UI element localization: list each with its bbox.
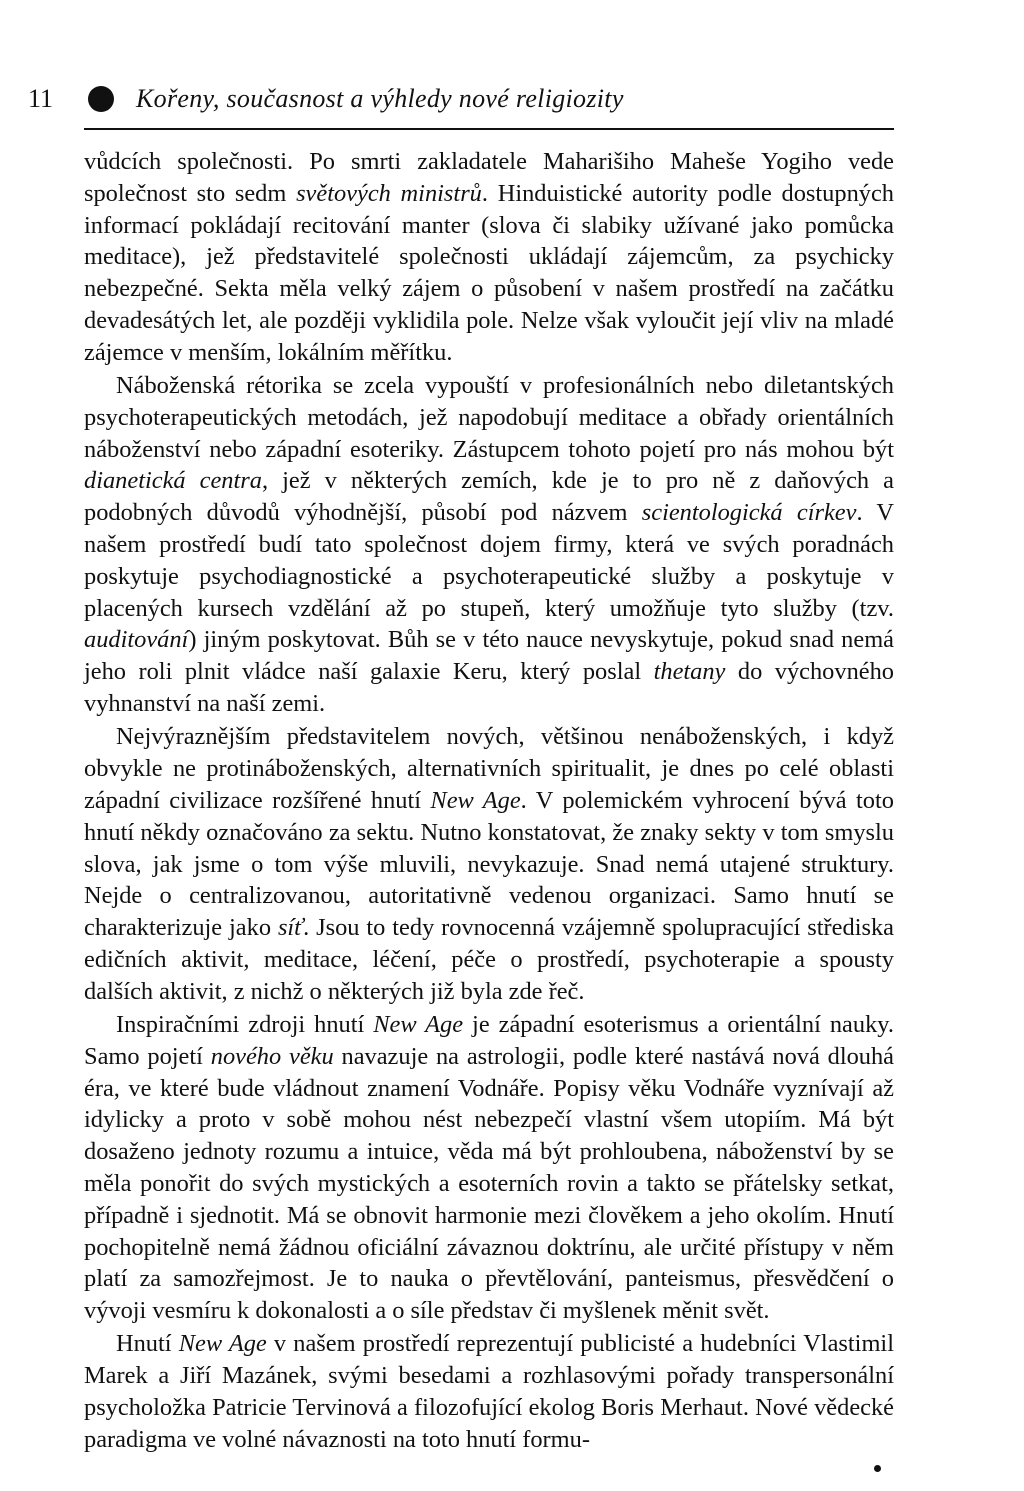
- corner-dot-icon: [874, 1465, 881, 1472]
- emphasis: světových ministrů: [296, 179, 482, 207]
- emphasis: New Age: [373, 1011, 464, 1039]
- emphasis: síť: [277, 914, 304, 942]
- paragraph-5: Hnutí New Age v našem prostředí reprezentují publicisté a hudebníci Vlastimil Marek a Jiří Mazánek, svými besedami a rozhlasovými pořady transpersonální psycholožka Patricie Tervinová a filozofující ekolog Boris Merhaut. Nové vědecké paradigma ve volné návaznosti na toto hnutí formu-: [84, 1330, 894, 1453]
- emphasis: auditování: [84, 626, 189, 654]
- body-text: [84, 146, 894, 1456]
- page-number: 11: [28, 84, 54, 113]
- paragraph-3: Nejvýraznějším představitelem nových, většinou nenáboženských, i když obvykle ne protináboženských, alternativních spiritualit, je dnes po celé oblasti západní civilizace rozšířené hnutí New Age. V polemickém vyhrocení bývá toto hnutí někdy označováno za sektu. Nutno konstatovat, že znaky sekty v tom smyslu slova, jak jsme o tom výše mluvili, nevykazuje. Snad nemá utajené struktury. Nejde o centralizovanou, autoritativně vedenou organizaci. Samo hnutí se charakterizuje jako síť. Jsou to tedy rovnocenná vzájemně spolupracující střediska edičních aktivit, meditace, léčení, péče o prostředí, psychoterapie a spousty dalších aktivit, z nichž o některých již byla zde řeč.: [84, 723, 894, 1005]
- emphasis: nového věku: [210, 1042, 334, 1070]
- emphasis: New Age: [178, 1330, 267, 1358]
- paragraph-1: vůdcích společnosti. Po smrti zakladatele Maharišiho Maheše Yogiho vede společnost sto sedm světových ministrů. Hinduistické autority podle dostupných informací pokládají recitování manter (slova či slabiky užívané jako pomůcka meditace), jež představitelé společnosti ukládají zájemcům, za psychicky nebezpečné. Sekta měla velký zájem o působení v našem prostředí na začátku devadesátých let, ale později vyklidila pole. Nelze však vyloučit její vliv na mladé zájemce v menším, lokálním měřítku.: [84, 148, 894, 366]
- paragraph-4: Inspiračními zdroji hnutí New Age je západní esoterismus a orientální nauky. Samo pojetí nového věku navazuje na astrologii, podle které nastává nová dlouhá éra, ve které bude vládnout znamení Vodnáře. Popisy věku Vodnáře vyznívají až idylicky a proto v sobě mohou nést nebezpečí vlastní všem utopiím. Má být dosaženo jednoty rozumu a intuice, věda má být prohloubena, náboženství by se měla ponořit do svých mystických a esoterních rovin a takto se přátelsky setkat, případně i sjednotit. Má se obnovit harmonie mezi člověkem a jeho okolím. Hnutí pochopitelně nemá žádnou oficiální závaznou doktrínu, ale určité přístupy v něm platí za samozřejmost. Je to nauka o převtělování, panteismus, přesvědčení o vývoji vesmíru k dokonalosti a o síle představ či myšlenek měnit svět.: [84, 1011, 895, 1325]
- emphasis: scientologická církev: [641, 499, 857, 527]
- running-title: Kořeny, současnost a výhledy nové religiozity: [136, 84, 624, 113]
- bullet-dot-icon: [88, 86, 114, 112]
- page-header: [0, 0, 1024, 120]
- emphasis: thetany: [653, 658, 726, 686]
- header-rule: [84, 128, 894, 130]
- paragraph-2: Náboženská rétorika se zcela vypouští v profesionálních nebo diletantských psychoterapeutických metodách, jež napodobují meditace a obřady orientálních náboženství nebo západní esoteriky. Zástupcem tohoto pojetí pro nás mohou být dianetická centra, jež v některých zemích, kde je to pro ně z daňových a podobných důvodů výhodnější, působí pod názvem scientologická církev. V našem prostředí budí tato společnost dojem firmy, která ve svých poradnách poskytuje psychodiagnostické a psychoterapeutické služby a poskytuje v placených kursech vzdělání až po stupeň, který umožňuje tyto služby (tzv. auditování) jiným poskytovat. Bůh se v této nauce nevyskytuje, pokud snad nemá jeho roli plnit vládce naší galaxie Keru, který poslal thetany do výchovného vyhnanství na naší zemi.: [84, 372, 895, 718]
- emphasis: dianetická centra: [84, 467, 262, 495]
- emphasis: New Age: [430, 786, 521, 814]
